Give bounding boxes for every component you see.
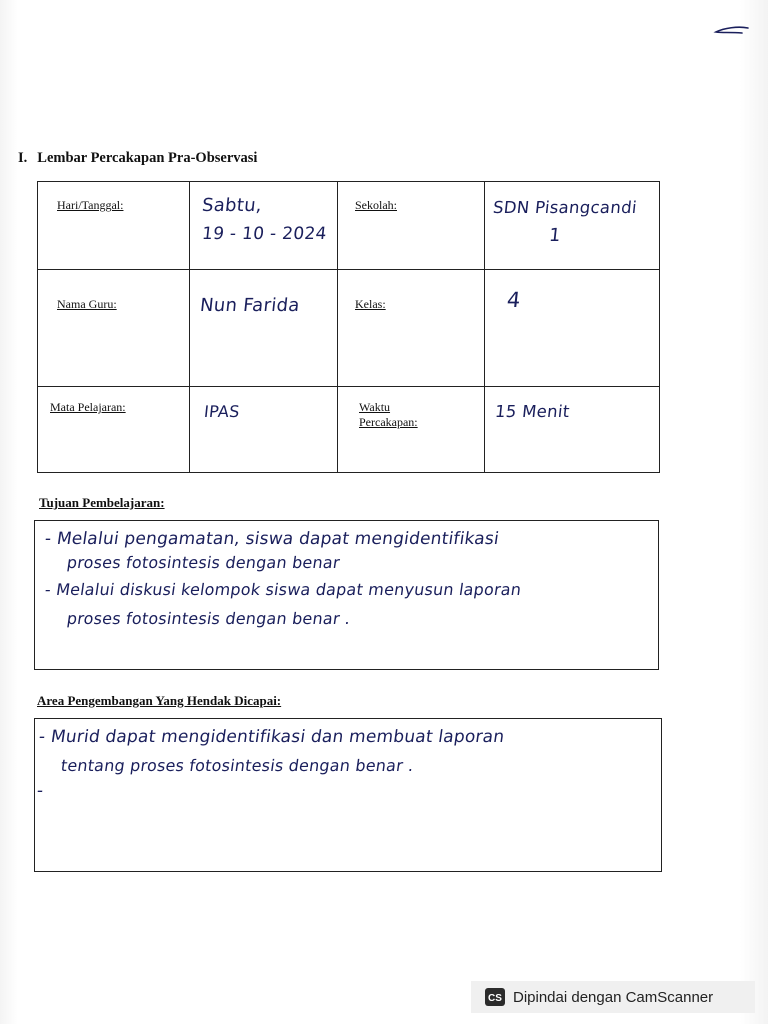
area-heading: Area Pengembangan Yang Hendak Dicapai: xyxy=(37,693,282,708)
waktu-label-line1: Waktu xyxy=(359,400,391,414)
hari-value-day: Sabtu, xyxy=(200,195,264,216)
camscanner-watermark xyxy=(471,981,755,1013)
form-title xyxy=(18,150,257,167)
sekolah-label-cell xyxy=(338,182,485,270)
area-box xyxy=(34,718,662,872)
mapel-label-cell xyxy=(38,387,190,473)
tujuan-heading: Tujuan Pembelajaran: xyxy=(39,495,165,510)
guru-label-cell xyxy=(38,270,190,387)
hari-label-cell xyxy=(38,182,190,270)
hari-value-cell xyxy=(190,182,338,270)
sekolah-value-name: SDN Pisangcandi xyxy=(492,198,638,217)
waktu-label-cell xyxy=(338,387,485,473)
camscanner-text: Dipindai dengan CamScanner xyxy=(513,988,714,1006)
hari-value-date: 19 - 10 - 2024 xyxy=(200,224,328,244)
pen-stroke-mark xyxy=(712,20,752,42)
waktu-value: 15 Menit xyxy=(494,402,571,421)
kelas-value-cell xyxy=(485,270,660,387)
tujuan-box xyxy=(34,520,659,670)
area-line-1: - Murid dapat mengidentifikasi dan membuat laporan xyxy=(37,727,506,747)
guru-label: Nama Guru: xyxy=(57,297,117,311)
sekolah-value-cell xyxy=(485,182,660,270)
tujuan-line-4: proses fotosintesis dengan benar . xyxy=(65,609,352,628)
guru-value: Nun Farida xyxy=(198,295,301,316)
hari-label: Hari/Tanggal: xyxy=(57,198,124,212)
svg-text:CS: CS xyxy=(488,993,502,1004)
guru-value-cell xyxy=(190,270,338,387)
tujuan-line-2: proses fotosintesis dengan benar xyxy=(65,553,342,572)
waktu-label-line2: Percakapan: xyxy=(359,415,418,429)
mapel-value: IPAS xyxy=(203,402,241,421)
mapel-value-cell xyxy=(190,387,338,473)
area-line-2: tentang proses fotosintesis dengan benar . xyxy=(59,756,415,775)
sekolah-value-number: 1 xyxy=(547,225,562,246)
sekolah-label: Sekolah: xyxy=(355,198,397,212)
kelas-value: 4 xyxy=(505,288,522,312)
kelas-label: Kelas: xyxy=(355,297,386,311)
camscanner-logo-icon xyxy=(485,988,505,1006)
section-number: I. xyxy=(18,150,28,166)
section-title-text: Lembar Percakapan Pra-Observasi xyxy=(37,150,258,166)
pre-observation-info-table xyxy=(37,181,660,473)
tujuan-line-1: - Melalui pengamatan, siswa dapat mengidentifikasi xyxy=(43,529,501,549)
waktu-value-cell xyxy=(485,387,660,473)
area-line-3: - xyxy=(35,781,45,801)
tujuan-line-3: - Melalui diskusi kelompok siswa dapat menyusun laporan xyxy=(43,580,523,599)
kelas-label-cell xyxy=(338,270,485,387)
mapel-label: Mata Pelajaran: xyxy=(50,400,126,414)
